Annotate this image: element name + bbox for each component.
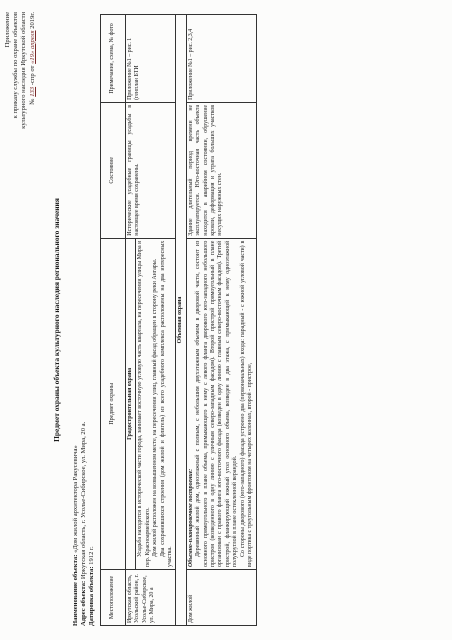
state-cell-urban: Исторические усадебные границы усадьбы в настоящее время сохранены. (126, 102, 176, 238)
header-state: Состояние (101, 102, 126, 238)
date-value: 1912 г. (88, 546, 96, 565)
order-date: «19» апреля (28, 30, 36, 64)
address-value: Иркутская область, г. Усолье-Сибирское, ул. Мира, 20 а. (80, 421, 88, 580)
order-year: 2019г. (28, 12, 36, 29)
table-header-row (101, 15, 126, 626)
protection-table (100, 14, 257, 626)
urban-paragraph-2: Дом жилой расположен на возвышенном месте, на пересечении улиц, главный фасад обращен в сторону реки Ангары. (152, 258, 159, 558)
name-label: Наименование объекта: (72, 554, 79, 626)
appendix-header (4, 12, 37, 129)
appendix-line-1: к приказу службы по охране объектов (12, 12, 20, 119)
house-paragraph-2: Со стороны дворового (юго-западного) фасада устроено два (первоначальных) входа: парадный - с южной угловой части) в виде портика с треугольным фронтоном на четырех колоннах, второй - пристрое, (239, 240, 254, 568)
section-row-volume (176, 15, 186, 626)
header-location: Местоположение (101, 570, 126, 626)
section-row-urban (126, 15, 136, 626)
planning-subtitle: Объемно-планировочное построение: (187, 468, 194, 568)
header-note: Примечание, схема, № фото (101, 15, 126, 103)
order-prefix: № (28, 98, 36, 105)
appendix-order-line (29, 12, 37, 129)
location-cell-urban: Иркутская область, Усольский район, г. Усолье-Сибирское, ул. Мира, 20 а (126, 570, 176, 626)
subject-cell-house (186, 238, 256, 569)
document-title: Предмет охраны объекта культурного наследия регионального значения (52, 198, 61, 442)
section-title-volume: Объемная охрана (176, 15, 186, 626)
order-mid: -спр от (28, 65, 36, 86)
note-cell-urban: Приложение №1 – рис. 1 (генплан БТИ (126, 15, 176, 103)
state-cell-house: Здание длительный период времени не эксплуатируется. Юго-восточная часть объекта находится в аварийном состоянии, обрушение кровли, деформация и утрата больших участков несущих наружных стен. (186, 102, 256, 238)
location-cell-house: Дом жилой (186, 570, 256, 626)
urban-paragraph-3: Два сохранившихся строения (дом жилой и флигель) из всего усадебного комплекса расположены на два интересных участка. (159, 240, 174, 568)
subject-cell-urban (136, 238, 176, 569)
section-title-urban: Градостроительная охрана (126, 238, 136, 569)
order-number: 133 (28, 86, 36, 97)
name-value: «Дом жилой архитектора Ракусевича» (72, 445, 79, 553)
date-label: Датировка объекта: (88, 566, 96, 626)
house-paragraph-1: Деревянный жилой дом, одноэтажный с полным, с небольшим двухэтажным объемом в дворовой части, состоит из основного прямоугольного в плане объема, примыкающего к нему с левого фланга дворового юго-западного небольшого пристроя (возведенного в одну линию с уличным северо-западным фасадом). Второй пристрой прямоугольный в плане организован с правого фланга юго-восточного фасада (возведен в одну линию с главным северо-восточным фасадом). Третий пристрой, фланкирующий южный угол основного объема, возведен в два этажа, с примыкающей к нему одноэтажной полукруглой в плане остекленной верандой. (195, 240, 239, 568)
urban-paragraph-1: Усадьба находится в исторической части города, занимает восточную угловую часть квартала, на пересечении улицы Мира и пер. Красноармейского. (137, 240, 151, 568)
address-label: Адрес объекта: (80, 580, 88, 626)
header-subject: Предмет охраны (101, 238, 126, 569)
appendix-title: Приложение (4, 12, 11, 48)
note-cell-house: Приложение №1 – рис. 2,3,4 (186, 15, 256, 103)
table-row (186, 15, 256, 626)
appendix-line-2: культурного наследия Иркутской области (20, 12, 28, 129)
object-meta (72, 422, 97, 626)
